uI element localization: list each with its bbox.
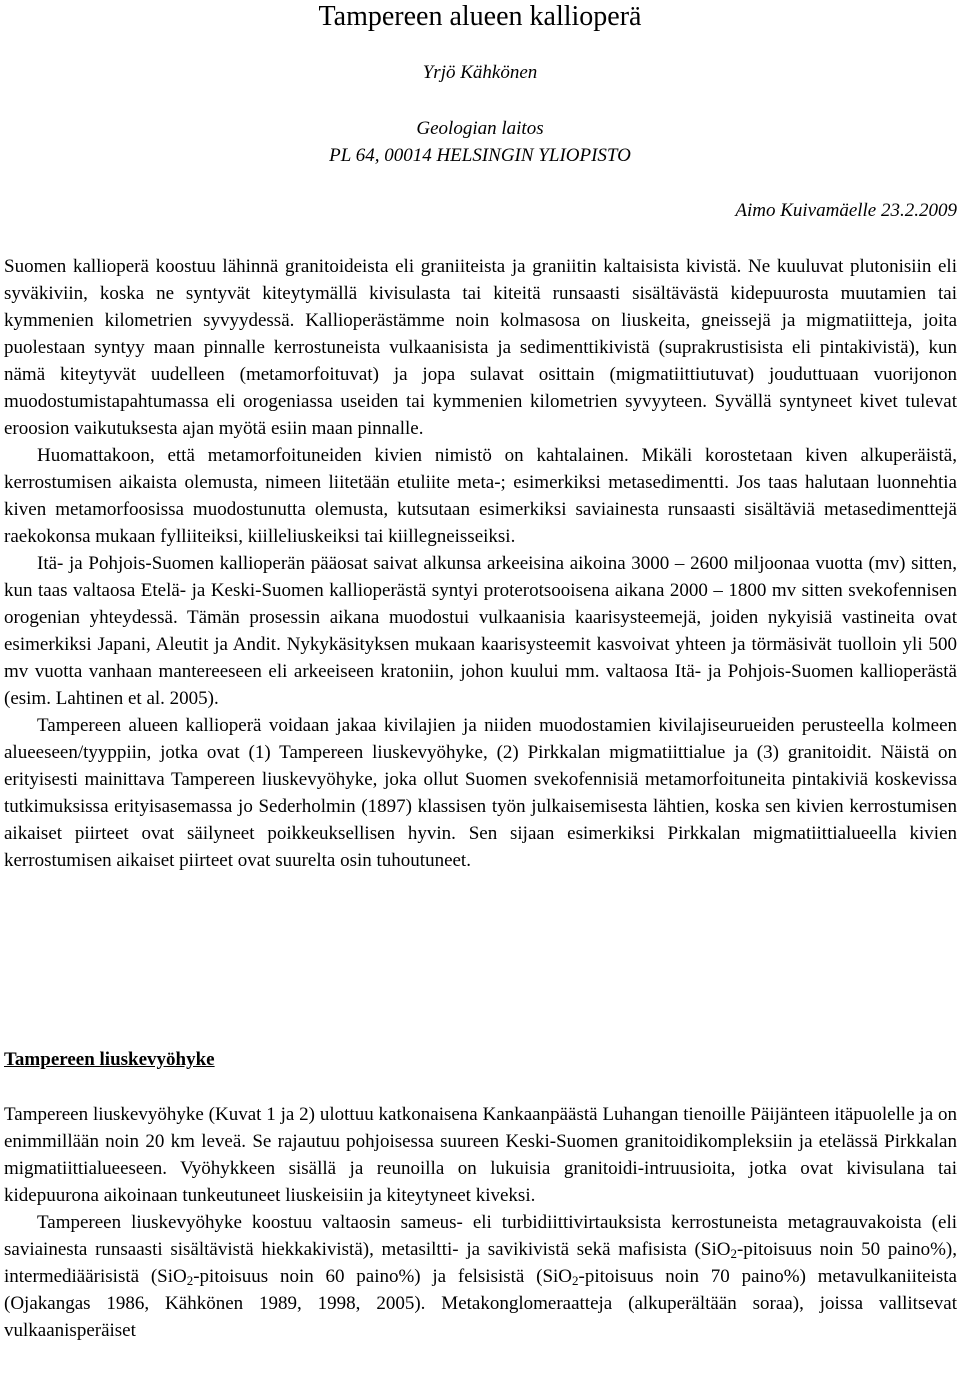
department-name: Geologian laitos [416,118,544,139]
dedication-line: Aimo Kuivamäelle 23.2.2009 [735,200,957,221]
text-run: -pitoisuus noin 70 paino%) metavulkaniiteista (Ojakangas 1986, Kähkönen 1989, 1998, 2005). Metakonglomeraatteja (alkuperältään soraa), joissa vallitsevat vulkaanisperäiset [4,1266,957,1341]
paragraph: Tampereen liuskevyöhyke (Kuvat 1 ja 2) ulottuu katkonaisena Kankaanpäästä Luhangan tienoille Päijänteen itäpuolelle ja on enimmillään noin 20 km leveä. Se rajautuu pohjoisessa suureen Keski-Suomen granitoidikompleksiin ja etelässä Pirkkalan migmatiittialueeseen. Vyöhykkeen sisällä ja reunoilla on lukuisia granitoidi-intruusioita, jotka ovat kivisulana tai kidepuurona aikoinaan tunkeutuneet liuskeisiin ja kiteytyneet kiveksi. [4,1104,957,1206]
text-run: Tampereen liuskevyöhyke koostuu valtaosin sameus- eli turbidiittivirtauksista kerrostuneista metagrauvakoista (eli saviainesta runsaasti sisältävistä hiekkakivistä), metasiltti- ja savikivistä sekä mafisista (SiO [4,1212,957,1260]
document-title: Tampereen alueen kallioperä [318,1,642,32]
section-heading: Tampereen liuskevyöhyke [4,1049,215,1070]
text-run: -pitoisuus noin 60 paino%) ja felsisistä (SiO [193,1266,573,1287]
author-name: Yrjö Kähkönen [422,62,538,83]
paragraph: Huomattakoon, että metamorfoituneiden kivien nimistö on kahtalainen. Mikäli korostetaan kiven alkuperäistä, kerrostumisen aikaista olemusta, nimeen liitetään etuliite meta-; esimerkiksi metasedimentti. Jos taas halutaan luonnehtia kiven metamorfoosissa muodostunutta olemusta, kutsutaan esimerkiksi saviainesta runsaasti sisältäviä metasedimenttejä raekokonsa mukaan fylliiteiksi, kiilleliuskeiksi tai kiillegneisseiksi. [4,445,957,547]
paragraph [4,1209,957,1344]
paragraph: Tampereen alueen kallioperä voidaan jakaa kivilajien ja niiden muodostamien kivilajiseurueiden perusteella kolmeen alueeseen/tyyppiin, jotka ovat (1) Tampereen liuskevyöhyke, (2) Pirkkalan migmatiittialue ja (3) granitoidit. Näistä on erityisesti mainittava Tampereen liuskevyöhyke, joka ollut Suomen svekofennisiä metamorfoituneita pintakiviä koskevissa tutkimuksissa erityisasemassa jo Sederholmin (1897) klassisen työn julkaisemisesta lähtien, koska sen kivien kerrostumisen aikaiset piirteet ovat säilyneet poikkeuksellisen hyvin. Sen sijaan esimerkiksi Pirkkalan migmatiittialueella kivien kerrostumisen aikaiset piirteet ovat suurelta osin tuhoutuneet. [4,715,957,871]
subscript: 2 [572,1273,579,1288]
paragraph: Suomen kallioperä koostuu lähinnä granitoideista eli graniiteista ja graniitin kaltaisista kivistä. Ne kuuluvat plutonisiin eli syväkiviin, koska ne syntyvät kiteytymällä kivisulasta tai kiteitä runsaasti sisältävästä kidepuurosta muutamien tai kymmenien kilometrien syvyydessä. Kallioperästämme noin kolmasosa on liuskeita, gneissejä ja migmatiitteja, joita puolestaan syntyy maan pinnalle kerrostuneista vulkaanisista ja sedimenttikivistä (suprakrustisista eli pintakivistä), kun nämä kiteytyvät uudelleen (metamorfoituvat) ja jopa sulavat osittain (migmatiittiutuvat) jouduttuaan vuorijonon muodostumistapahtumassa eli orogeniassa useiden tai kymmenien kilometrien syvyyteen. Syvällä syntyneet kivet tulevat eroosion vaikutuksesta ajan myötä esiin maan pinnalle. [4,256,957,439]
postal-address: PL 64, 00014 HELSINGIN YLIOPISTO [329,145,631,166]
subscript: 2 [186,1273,194,1288]
paragraph: Itä- ja Pohjois-Suomen kallioperän pääosat saivat alkunsa arkeeisina aikoina 3000 – 2600 miljoonaa vuotta (mv) sitten, kun taas valtaosa Etelä- ja Keski-Suomen kallioperästä syntyi proterotsooisena aikana 2000 – 1800 mv sitten svekofennisen orogenian yhteydessä. Tämän prosessin aikana muodostui vulkaanisia kaarisysteemejä, joiden nykyisiä vastineita ovat esimerkiksi Japani, Aleutit ja Andit. Nykykäsityksen mukaan kaarisysteemit kasvoivat yhteen ja törmäsivät tuolloin yli 500 mv vuotta vanhaan mantereeseen eli arkeeiseen kratoniin, johon kuului mm. valtaosa Itä- ja Pohjois-Suomen kallioperästä (esim. Lahtinen et al. 2005). [4,553,957,709]
text-run: -pitoisuus noin 50 paino%), intermediäärisistä (SiO [4,1239,957,1287]
section-intro [4,253,957,874]
subscript: 2 [730,1246,737,1261]
section-schist-belt [4,1101,957,1344]
